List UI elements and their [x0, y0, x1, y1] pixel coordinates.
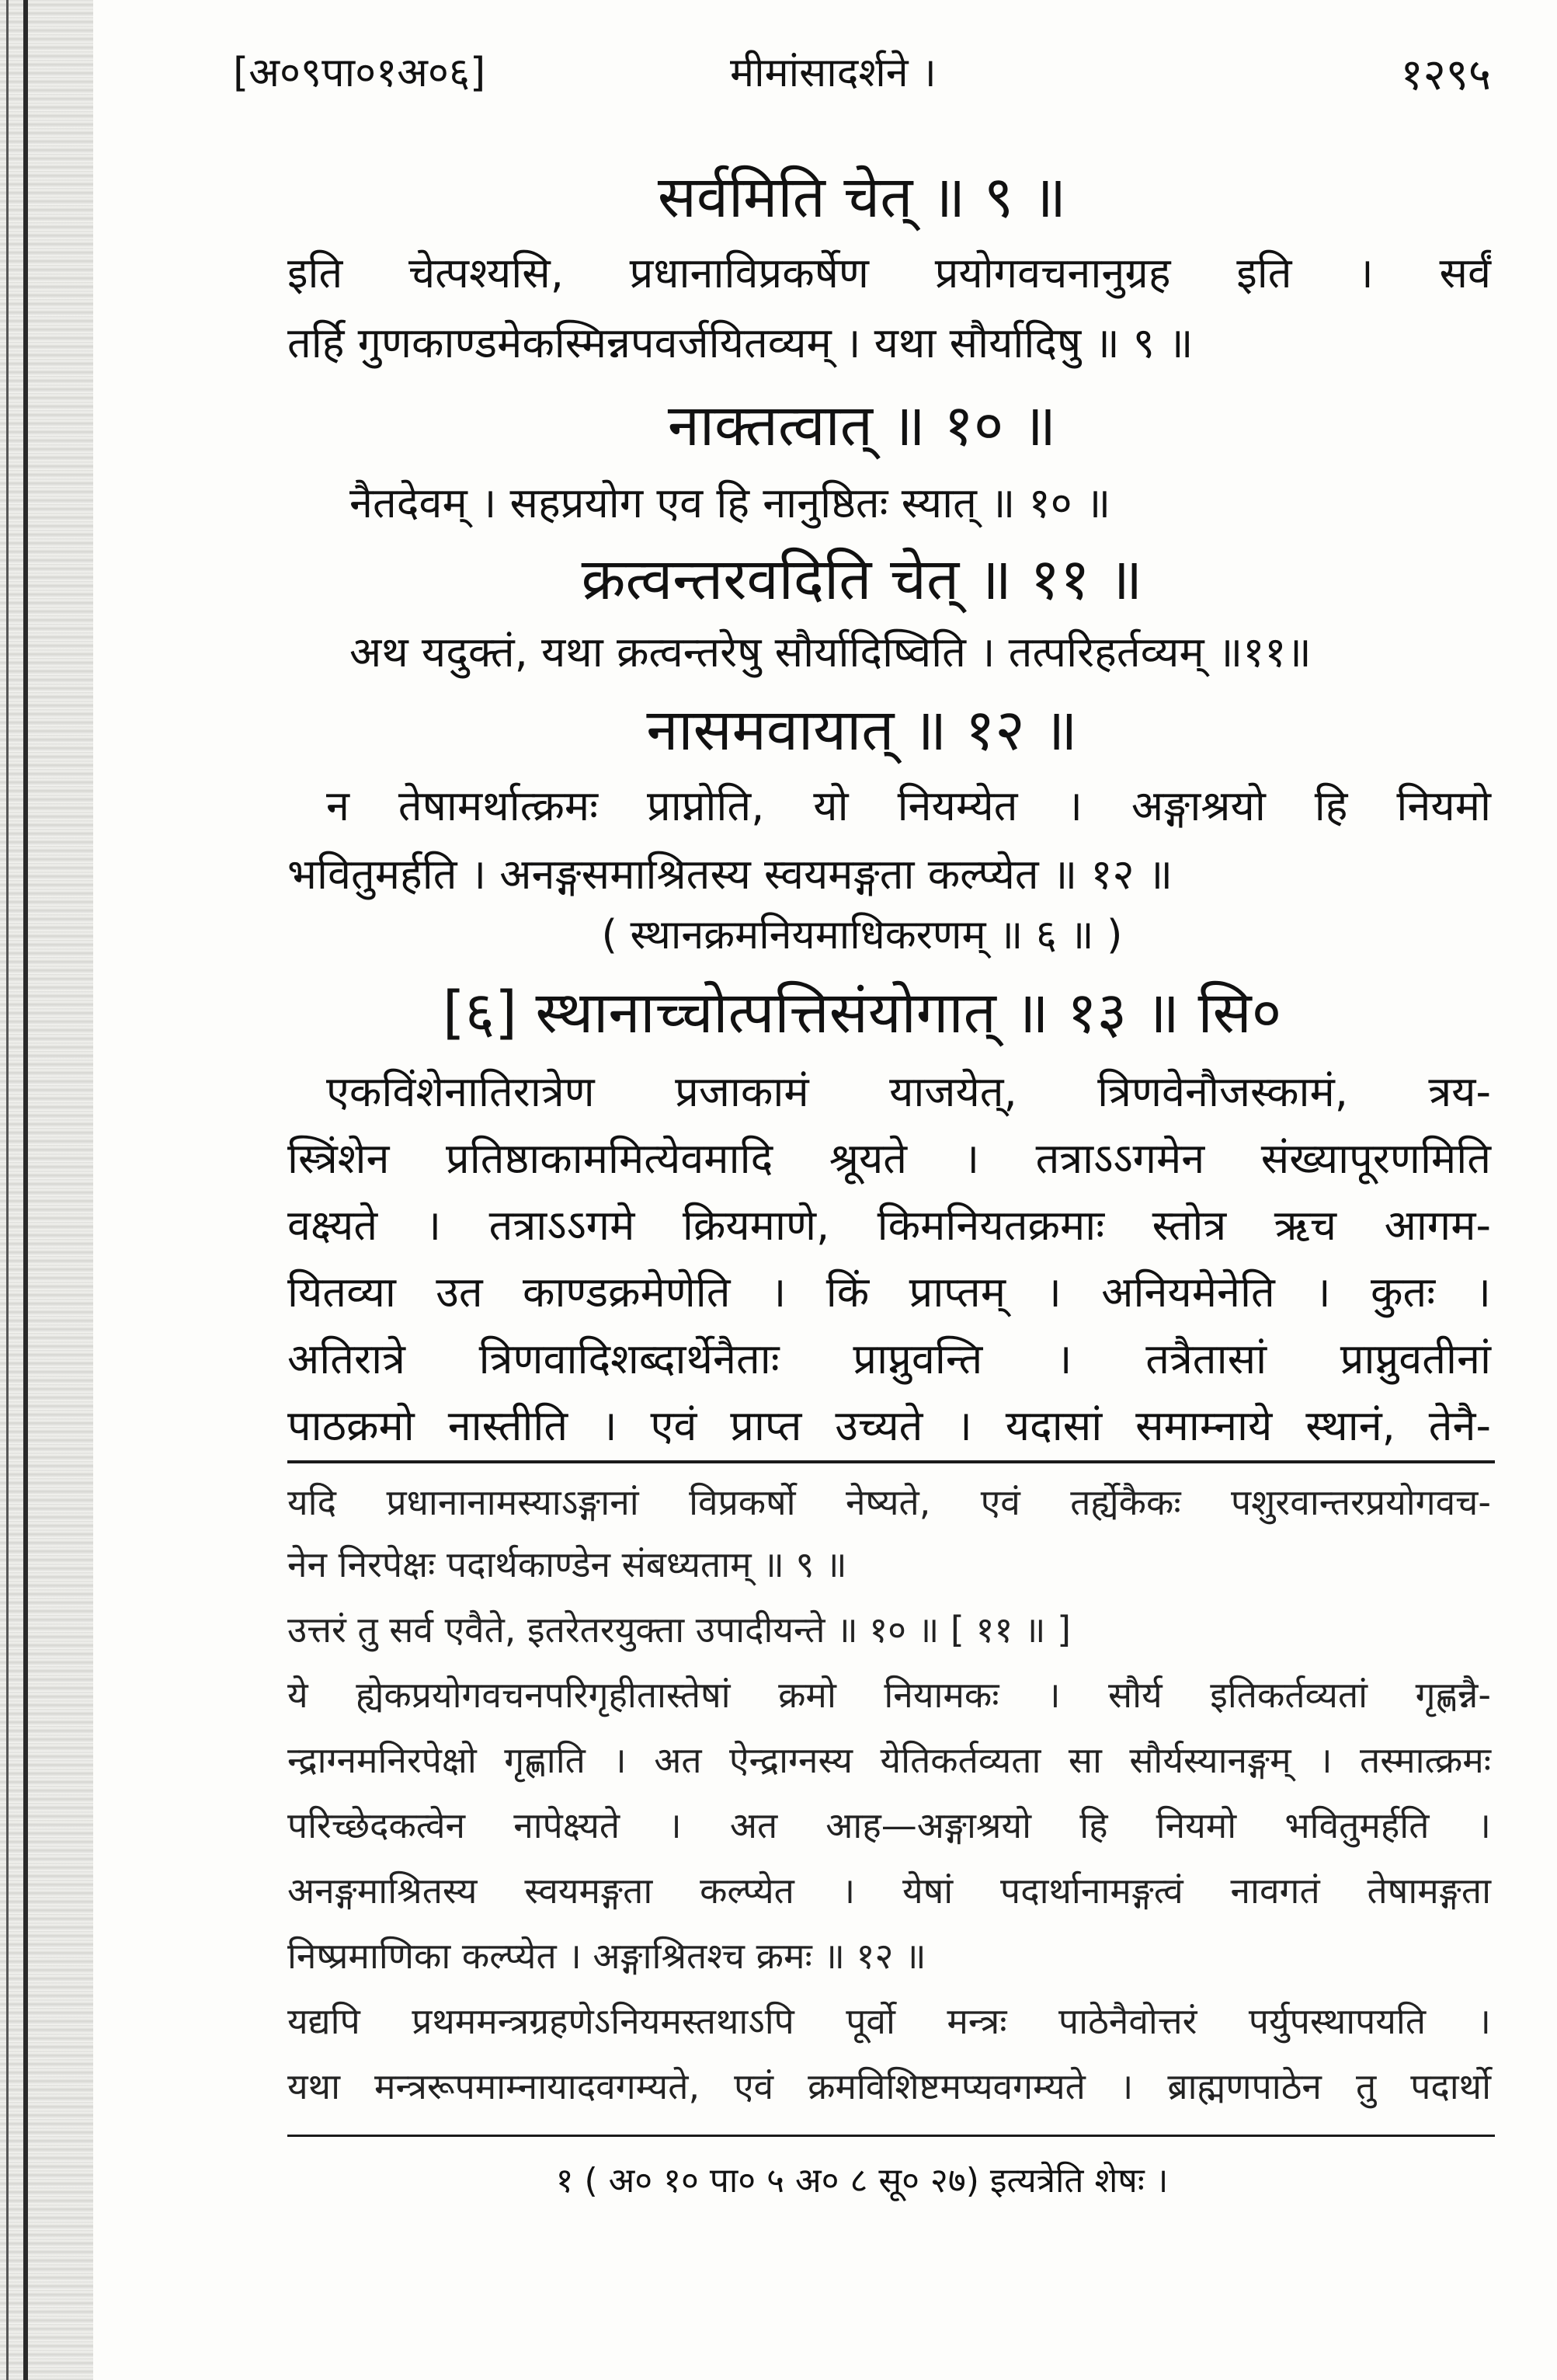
bhashya-13-line-1: एकविंशेनातिरात्रेण प्रजाकामं याजयेत्, त्रिणवेनौजस्कामं, त्रय- [326, 1067, 1491, 1116]
sutra-12: नासमवायात् ॥ १२ ॥ [646, 697, 1078, 764]
sutra-13: [६] स्थानाच्चोत्पत्तिसंयोगात् ॥ १३ ॥ सि० [442, 979, 1282, 1046]
bhashya-9-line-1: इति चेत्पश्यसि, प्रधानाविप्रकर्षेण प्रयोगवचनानुग्रह इति । सर्वं [287, 249, 1491, 298]
sutra-9: सर्वमिति चेत् ॥ ९ ॥ [657, 164, 1067, 231]
commentary-line-6: परिच्छेदकत्वेन नापेक्ष्यते । अत आह—अङ्गाश्रयो हि नियमो भवितुमर्हति । [287, 1804, 1491, 1846]
binding-shadow-line [6, 0, 9, 2380]
footnote: १ ( अ० १० पा० ५ अ० ८ सू० २७) इत्यत्रेति शेषः । [555, 2161, 1169, 2201]
bhashya-13-line-2: स्त्रिंशेन प्रतिष्ठाकाममित्येवमादि श्रूयते । तत्राऽऽगमेन संख्यापूरणमिति [287, 1134, 1491, 1183]
adhikarana-title: ( स्थानक्रमनियमाधिकरणम् ॥ ६ ॥ ) [601, 912, 1123, 959]
sutra-10: नाक्तत्वात् ॥ १० ॥ [667, 392, 1057, 459]
commentary-line-2: नेन निरपेक्षः पदार्थकाण्डेन संबध्यताम् ॥ ९ ॥ [287, 1543, 847, 1585]
bhashya-13-line-5: अतिरात्रे त्रिणवादिशब्दार्थेनैताः प्राप्नुवन्ति । तत्रैतासां प्राप्नुवतीनां [287, 1334, 1491, 1383]
bhashya-11: अथ यदुक्तं, यथा क्रत्वन्तरेषु सौर्यादिष्विति । तत्परिहर्तव्यम् ॥११॥ [349, 628, 1312, 677]
bhashya-13-line-3: वक्ष्यते । तत्राऽऽगमे क्रियमाणे, किमनियतक्रमाः स्तोत्र ऋच आगम- [287, 1201, 1491, 1250]
page-number: १२९५ [1400, 50, 1491, 100]
commentary-line-3: उत्तरं तु सर्व एवैते, इतरेतरयुक्ता उपादीयन्ते ॥ १० ॥ [ ११ ॥ ] [287, 1609, 1072, 1651]
binding-edge [0, 0, 93, 2380]
running-header [233, 37, 1491, 107]
bhashya-13-line-6: पाठक्रमो नास्तीति । एवं प्राप्त उच्यते । यदासां समाम्नाये स्थानं, तेनै- [287, 1401, 1491, 1450]
binding-line [23, 0, 28, 2380]
sutra-11: क्रत्वन्तरवदिति चेत् ॥ ११ ॥ [581, 546, 1143, 613]
bhashya-12-line-2: भवितुमर्हति । अनङ्गसमाश्रितस्य स्वयमङ्गता कल्प्येत ॥ १२ ॥ [287, 850, 1173, 899]
header-reference: [अ०९पा०१अ०६] [233, 50, 486, 96]
commentary-line-7: अनङ्गमाश्रितस्य स्वयमङ्गता कल्प्येत । येषां पदार्थानामङ्गत्वं नावगतं तेषामङ्गता [287, 1870, 1491, 1912]
footnote-divider [287, 2135, 1495, 2137]
bhashya-13-line-4: यितव्या उत काण्डक्रमेणेति । किं प्राप्तम् । अनियमेनेति । कुतः । [287, 1268, 1491, 1317]
commentary-divider [287, 1460, 1495, 1463]
bhashya-12-line-1: न तेषामर्थात्क्रमः प्राप्नोति, यो नियम्येत । अङ्गाश्रयो हि नियमो [326, 781, 1491, 830]
commentary-line-4: ये ह्येकप्रयोगवचनपरिगृहीतास्तेषां क्रमो नियामकः । सौर्य इतिकर्तव्यतां गृह्णन्नै- [287, 1674, 1491, 1716]
commentary-line-8: निष्प्रमाणिका कल्प्येत । अङ्गाश्रितश्च क्रमः ॥ १२ ॥ [287, 1935, 926, 1977]
commentary-line-10: यथा मन्त्ररूपमाम्नायादवगम्यते, एवं क्रमविशिष्टमप्यवगम्यते । ब्राह्मणपाठेन तु पदार्थो [287, 2065, 1491, 2107]
bhashya-10: नैतदेवम् । सहप्रयोग एव हि नानुष्ठितः स्यात् ॥ १० ॥ [349, 478, 1111, 527]
commentary-line-9: यद्यपि प्रथममन्त्रग्रहणेऽनियमस्तथाऽपि पूर्वो मन्त्रः पाठेनैवोत्तरं पर्युपस्थापयति । [287, 2000, 1491, 2042]
commentary-line-1: यदि प्रधानानामस्याऽङ्गानां विप्रकर्षो नेष्यते, एवं तर्ह्येकैकः पशुरवान्तरप्रयोगवच- [287, 1481, 1491, 1523]
header-title: मीमांसादर्शने । [730, 50, 937, 96]
commentary-line-5: न्द्राग्नमनिरपेक्षो गृह्णाति । अत ऐन्द्राग्नस्य येतिकर्तव्यता सा सौर्यस्यानङ्गम् । तस्मात्क्रमः [287, 1739, 1491, 1781]
bhashya-9-line-2: तर्हि गुणकाण्डमेकस्मिन्नपवर्जयितव्यम् । यथा सौर्यादिषु ॥ ९ ॥ [287, 318, 1194, 367]
